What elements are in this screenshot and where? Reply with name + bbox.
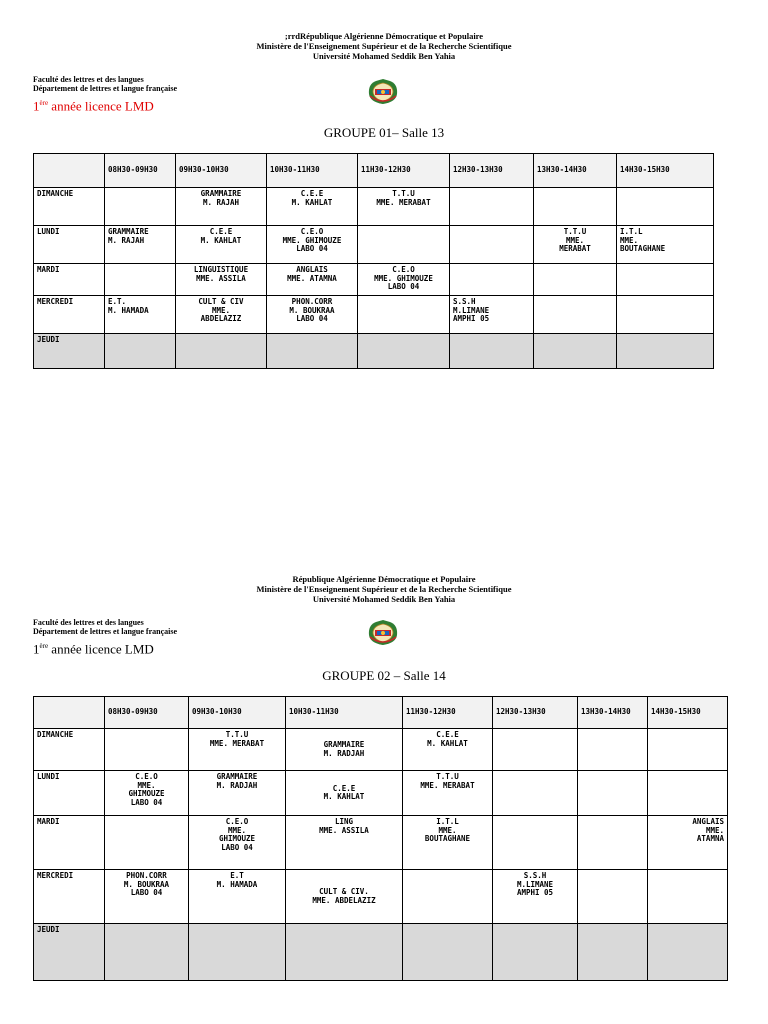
- course-cell: [176, 188, 267, 226]
- day-label: MARDI: [34, 816, 105, 870]
- course-text: E.T: [230, 871, 244, 880]
- course-text: LABO 04: [296, 314, 328, 323]
- course-text: M. HAMADA: [108, 305, 149, 315]
- course-cell: [267, 264, 358, 296]
- day-label: LUNDI: [34, 226, 105, 264]
- empty-cell: [105, 924, 189, 981]
- course-cell: [267, 296, 358, 334]
- course-text: MME. MERABAT: [420, 780, 475, 790]
- day-label: DIMANCHE: [34, 729, 105, 771]
- course-text: GRAMMAIRE: [200, 189, 242, 198]
- course-cell: [358, 264, 450, 296]
- course-cell: [176, 296, 267, 334]
- course-cell: [403, 816, 493, 870]
- empty-cell: [617, 296, 714, 334]
- timetable-header-row: [34, 697, 728, 729]
- course-cell: [648, 816, 728, 870]
- course-cell: [358, 188, 450, 226]
- course-text: MME.: [211, 305, 231, 315]
- empty-cell: [648, 870, 728, 924]
- empty-cell: [189, 924, 286, 981]
- empty-cell: [534, 334, 617, 369]
- empty-cell: [450, 188, 534, 226]
- course-text: MME.: [705, 825, 724, 835]
- empty-cell: [617, 188, 714, 226]
- empty-cell: [534, 264, 617, 296]
- timetable-row: [34, 188, 714, 226]
- course-cell: [403, 771, 493, 816]
- course-text: MME.: [227, 825, 247, 835]
- header-line-1: ;rrdRépublique Algérienne Démocratique et Populaire: [284, 31, 484, 41]
- time-slot-header: 08H30-09H30: [105, 154, 176, 188]
- time-slot-header: 11H30-12H30: [358, 154, 450, 188]
- empty-cell: [534, 296, 617, 334]
- empty-cell: [617, 334, 714, 369]
- day-label: JEUDI: [34, 334, 105, 369]
- course-cell: [286, 729, 403, 771]
- course-text: C.E.E: [300, 189, 324, 198]
- course-cell: [286, 771, 403, 816]
- timetable-row: [34, 870, 728, 924]
- course-text: T.T.U: [392, 189, 415, 198]
- course-text: C.E.E: [209, 227, 233, 236]
- header-line-3: Université Mohamed Seddik Ben Yahia: [312, 51, 456, 61]
- course-text: M. RAJAH: [108, 235, 145, 245]
- course-text: C.E.O: [392, 265, 415, 274]
- header-line-2: Ministère de l'Enseignement Supérieur et de la Recherche Scientifique: [256, 584, 512, 594]
- course-text: M.LIMANE: [516, 879, 554, 889]
- course-text: M. RADJAH: [323, 748, 365, 758]
- course-text: C.E.O: [135, 772, 158, 781]
- timetable-row: [34, 924, 728, 981]
- course-cell: [286, 816, 403, 870]
- course-text: M.LIMANE: [453, 305, 490, 315]
- empty-cell: [450, 334, 534, 369]
- timetable-row: [34, 264, 714, 296]
- time-slot-header: 10H30-11H30: [286, 697, 403, 729]
- course-text: GHIMOUZE: [128, 789, 165, 798]
- day-label: JEUDI: [34, 924, 105, 981]
- corner-cell: [34, 697, 105, 729]
- empty-cell: [493, 924, 578, 981]
- empty-cell: [578, 924, 648, 981]
- course-text: MME. MERABAT: [376, 197, 431, 207]
- course-text: S.S.H: [453, 297, 476, 306]
- day-label: MERCREDI: [34, 870, 105, 924]
- course-text: MME. MERABAT: [209, 738, 265, 748]
- year-label: 1ère année licence LMD: [33, 641, 154, 657]
- course-text: LABO 04: [130, 797, 163, 807]
- empty-cell: [105, 816, 189, 870]
- course-cell: [176, 264, 267, 296]
- time-slot-header: 09H30-10H30: [189, 697, 286, 729]
- course-cell: [189, 816, 286, 870]
- course-text: MME.: [565, 235, 585, 245]
- course-text: MME. ATAMNA: [287, 273, 337, 283]
- timetable-row: [34, 816, 728, 870]
- day-label: MERCREDI: [34, 296, 105, 334]
- empty-cell: [267, 334, 358, 369]
- empty-cell: [105, 264, 176, 296]
- group2-timetable: [33, 696, 728, 981]
- course-cell: [450, 296, 534, 334]
- course-text: C.E.O: [225, 817, 249, 826]
- group1-timetable: [33, 153, 714, 369]
- time-slot-header: 13H30-14H30: [578, 697, 648, 729]
- course-text: C.E.O: [300, 227, 324, 236]
- course-text: E.T.: [108, 297, 127, 306]
- course-text: M. BOUKRAA: [123, 879, 170, 889]
- course-text: I.T.L: [620, 227, 643, 236]
- empty-cell: [578, 816, 648, 870]
- corner-cell: [34, 154, 105, 188]
- header-line-3: Université Mohamed Seddik Ben Yahia: [312, 594, 456, 604]
- empty-cell: [648, 729, 728, 771]
- course-text: ANGLAIS: [692, 817, 724, 826]
- course-text: M. RADJAH: [216, 780, 258, 790]
- course-text: CULT & CIV.: [319, 887, 369, 896]
- empty-cell: [648, 924, 728, 981]
- course-text: M. RAJAH: [202, 197, 240, 207]
- course-text: MME. GHIMOUZE: [374, 273, 433, 283]
- day-label: LUNDI: [34, 771, 105, 816]
- course-cell: [403, 729, 493, 771]
- course-text: S.S.H: [523, 871, 547, 880]
- empty-cell: [493, 816, 578, 870]
- course-text: PHON.CORR: [126, 871, 167, 880]
- course-text: LABO 04: [387, 282, 420, 291]
- timetable-row: [34, 729, 728, 771]
- course-text: I.T.L: [436, 817, 459, 826]
- empty-cell: [105, 188, 176, 226]
- course-cell: [534, 226, 617, 264]
- course-text: BOUTAGHANE: [424, 834, 471, 843]
- course-cell: [105, 771, 189, 816]
- empty-cell: [578, 771, 648, 816]
- course-text: PHON.CORR: [291, 297, 333, 306]
- header-line-2: Ministère de l'Enseignement Supérieur et de la Recherche Scientifique: [256, 41, 512, 51]
- course-text: LINGUISTIQUE: [193, 265, 249, 274]
- course-text: M. BOUKRAA: [289, 305, 335, 315]
- timetable-row: [34, 771, 728, 816]
- empty-cell: [358, 334, 450, 369]
- course-cell: [105, 226, 176, 264]
- faculty-label: Faculté des lettres et des langues: [33, 75, 144, 84]
- course-text: ANGLAIS: [296, 265, 328, 274]
- time-slot-header: 08H30-09H30: [105, 697, 189, 729]
- course-text: T.T.U: [436, 772, 459, 781]
- course-text: M. KAHLAT: [323, 792, 365, 801]
- course-text: AMPHI 05: [453, 314, 490, 323]
- department-label: Département de lettres et langue française: [33, 84, 178, 93]
- empty-cell: [176, 334, 267, 369]
- empty-cell: [648, 771, 728, 816]
- course-cell: [189, 729, 286, 771]
- course-text: GHIMOUZE: [218, 834, 256, 843]
- course-cell: [105, 296, 176, 334]
- time-slot-header: 12H30-13H30: [450, 154, 534, 188]
- course-text: MME. ASSILA: [319, 825, 369, 835]
- empty-cell: [450, 226, 534, 264]
- course-text: GRAMMAIRE: [108, 227, 149, 236]
- course-text: M. KAHLAT: [291, 197, 333, 207]
- empty-cell: [578, 729, 648, 771]
- course-text: CULT & CIV: [198, 297, 244, 306]
- course-text: MME. ASSILA: [196, 273, 246, 283]
- time-slot-header: 13H30-14H30: [534, 154, 617, 188]
- course-text: C.E.E: [332, 783, 356, 793]
- course-text: ATAMNA: [696, 834, 724, 843]
- course-text: LING: [334, 817, 354, 826]
- empty-cell: [105, 334, 176, 369]
- empty-cell: [286, 924, 403, 981]
- time-slot-header: 09H30-10H30: [176, 154, 267, 188]
- timetable-row: [34, 226, 714, 264]
- course-cell: [617, 226, 714, 264]
- course-cell: [493, 870, 578, 924]
- course-text: ABDELAZIZ: [200, 314, 242, 323]
- course-text: AMPHI 05: [516, 888, 554, 897]
- course-text: T.T.U: [225, 730, 249, 739]
- course-text: M. KAHLAT: [427, 738, 468, 748]
- course-text: MME.: [620, 235, 639, 245]
- course-text: M. HAMADA: [216, 879, 258, 889]
- department-label: Département de lettres et langue française: [33, 627, 178, 636]
- course-text: GRAMMAIRE: [323, 740, 365, 749]
- group1-title: GROUPE 01– Salle 13: [323, 125, 445, 140]
- course-cell: [189, 870, 286, 924]
- empty-cell: [403, 870, 493, 924]
- empty-cell: [534, 188, 617, 226]
- day-label: MARDI: [34, 264, 105, 296]
- course-text: LABO 04: [221, 842, 253, 852]
- empty-cell: [450, 264, 534, 296]
- course-cell: [267, 188, 358, 226]
- empty-cell: [578, 870, 648, 924]
- course-cell: [105, 870, 189, 924]
- course-text: MERABAT: [559, 244, 591, 253]
- faculty-label: Faculté des lettres et des langues: [33, 618, 144, 627]
- time-slot-header: 14H30-15H30: [648, 697, 728, 729]
- course-text: MME.: [438, 825, 457, 835]
- course-text: MME. GHIMOUZE: [282, 235, 342, 245]
- timetable-row: [34, 334, 714, 369]
- group2-title: GROUPE 02 – Salle 14: [322, 668, 446, 683]
- timetable-header-row: [34, 154, 714, 188]
- empty-cell: [493, 771, 578, 816]
- course-text: LABO 04: [296, 244, 328, 253]
- time-slot-header: 12H30-13H30: [493, 697, 578, 729]
- timetable-row: [34, 296, 714, 334]
- time-slot-header: 11H30-12H30: [403, 697, 493, 729]
- course-cell: [189, 771, 286, 816]
- university-emblem-icon: [366, 617, 400, 647]
- empty-cell: [617, 264, 714, 296]
- course-cell: [286, 870, 403, 924]
- time-slot-header: 14H30-15H30: [617, 154, 714, 188]
- time-slot-header: 10H30-11H30: [267, 154, 358, 188]
- university-emblem-icon: [366, 76, 400, 106]
- empty-cell: [403, 924, 493, 981]
- course-text: T.T.U: [563, 227, 587, 236]
- course-cell: [267, 226, 358, 264]
- course-text: MME. ABDELAZIZ: [312, 895, 376, 905]
- course-cell: [176, 226, 267, 264]
- year-label: 1ère année licence LMD: [33, 98, 154, 114]
- course-text: LABO 04: [130, 888, 163, 897]
- empty-cell: [493, 729, 578, 771]
- empty-cell: [358, 226, 450, 264]
- course-text: C.E.E: [436, 730, 459, 739]
- header-line-1: République Algérienne Démocratique et Populaire: [292, 574, 476, 584]
- empty-cell: [358, 296, 450, 334]
- course-text: M. KAHLAT: [200, 235, 242, 245]
- empty-cell: [105, 729, 189, 771]
- course-text: BOUTAGHANE: [620, 244, 666, 253]
- course-text: GRAMMAIRE: [216, 772, 258, 781]
- day-label: DIMANCHE: [34, 188, 105, 226]
- course-text: MME.: [137, 780, 156, 790]
